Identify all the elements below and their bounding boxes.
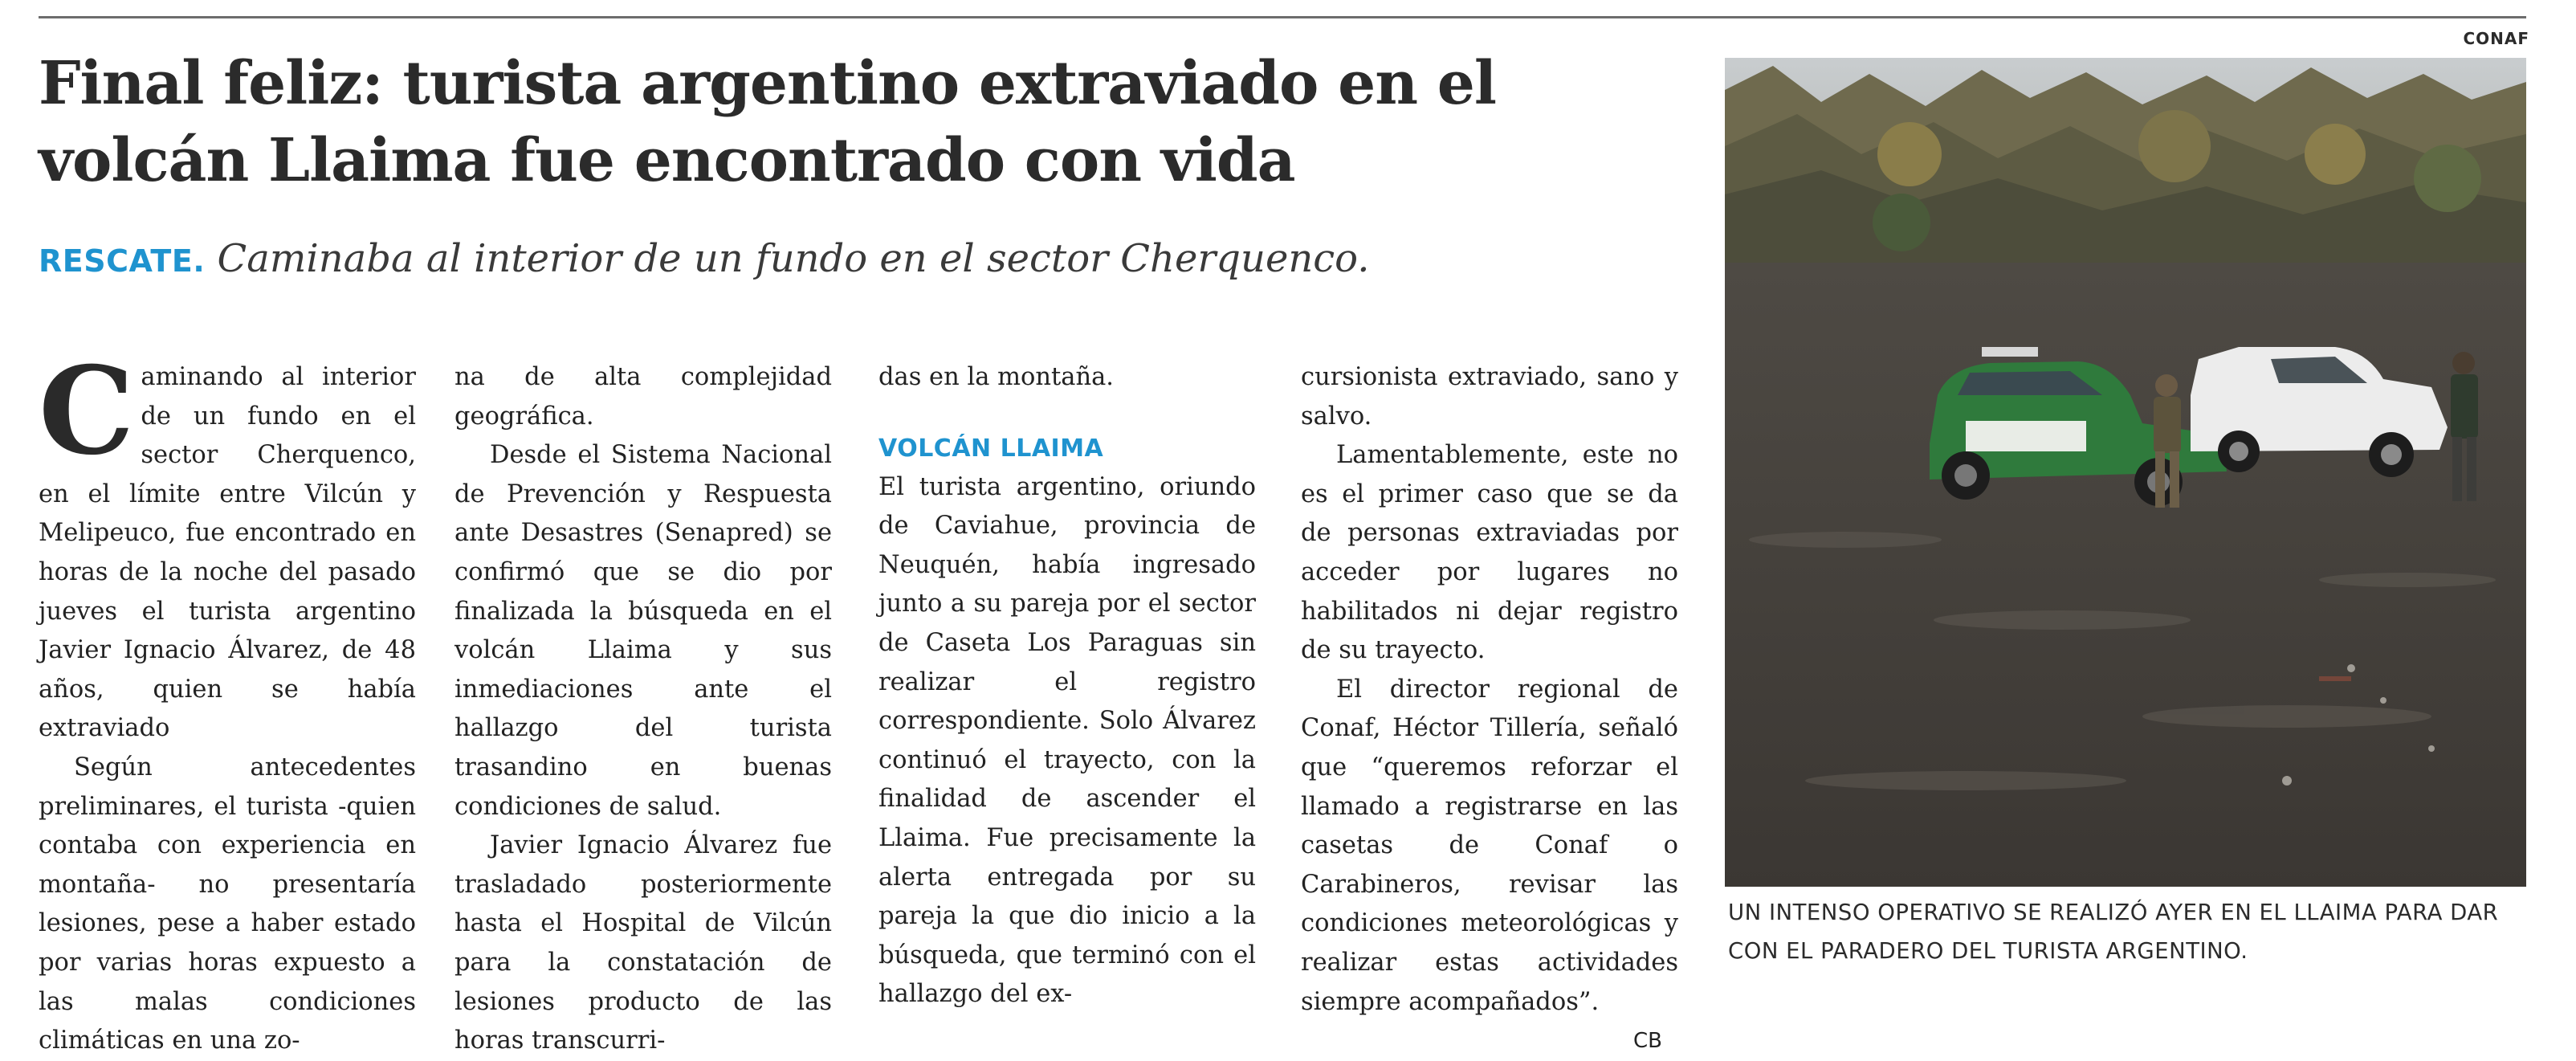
column-2-paragraph-3: Javier Ignacio Álvarez fue trasladado posteriormente hasta el Hospital de Vilcún para la constatación de lesiones producto de las horas transcurri- [454,831,832,1055]
column-4 [1301,358,1678,1061]
kicker: RESCATE. [39,243,206,279]
top-rule [39,16,2526,18]
drop-cap: C [39,341,135,482]
end-mark-icon: CB [1633,1029,1662,1054]
column-4-paragraph-3-text: El director regional de Conaf, Héctor Tillería, señaló que “queremos reforzar el llamado a registrarse en las casetas de Conaf o Carabineros, revisar las condiciones meteorológicas y realizar estas actividades siempre acompañados”. [1301,675,1678,1016]
photo-caption: UN INTENSO OPERATIVO SE REALIZÓ AYER EN EL LLAIMA PARA DAR CON EL PARADERO DEL TURISTA ARGENTINO. [1728,900,2499,964]
column-3-paragraph-2: El turista argentino, oriundo de Caviahue, provincia de Neuquén, había ingresado junto a su pareja por el sector de Caseta Los Paraguas sin realizar el registro correspondiente. Solo Álvarez continuó el trayecto, con la finalidad de ascender el Llaima. Fue precisamente la alerta entregada por su pareja la que dio inicio a la búsqueda, que terminó con el hallazgo del ex- [878,472,1256,1009]
column-1 [39,341,416,1061]
headline: Final feliz: turista argentino extraviado en el volcán Llaima fue encontrado con vida [39,49,1496,195]
column-4-paragraph-1: cursionista extraviado, sano y salvo. [1301,363,1678,431]
column-4-paragraph-3 [1301,671,1678,1054]
rescue-scene-illustration [1725,58,2526,887]
column-3 [878,358,1256,1014]
column-1-paragraph-1: aminando al interior de un fundo en el sector Cherquenco, en el límite entre Vilcún y Melipeuco, fue encontrado en horas de la noche del pasado jueves el turista argentino Javier Ignacio Álvarez, de 48 años, quien se había extraviado [39,363,416,743]
column-1-paragraph-2: Según antecedentes preliminares, el turista -quien contaba con experiencia en montaña- no presentaría lesiones, pese a haber estado por varias horas expuesto a las malas condiciones climáticas en una zo- [39,753,416,1055]
photo-credit: CONAF [2463,29,2529,48]
column-2-paragraph-1: na de alta complejidad geográfica. [454,363,832,431]
subhead-volcan-llaima: VOLCÁN LLAIMA [878,434,1104,463]
column-4-paragraph-2: Lamentablemente, este no es el primer caso que se da de personas extraviadas por acceder por lugares no habilitados ni dejar registro de su trayecto. [1301,441,1678,665]
dek: Caminaba al interior de un fundo en el sector Cherquenco. [217,236,1370,281]
column-3-paragraph-1: das en la montaña. [878,363,1114,391]
rescue-photo [1725,58,2526,887]
column-2 [454,358,832,1061]
column-2-paragraph-2: Desde el Sistema Nacional de Prevención y Respuesta ante Desastres (Senapred) se confirmó que se dio por finalizada la búsqueda en el volcán Llaima y sus inmediaciones ante el hallazgo del turista trasandino en buenas condiciones de salud. [454,441,832,821]
forest-tree-line [1725,66,2526,283]
deck [39,233,1669,287]
